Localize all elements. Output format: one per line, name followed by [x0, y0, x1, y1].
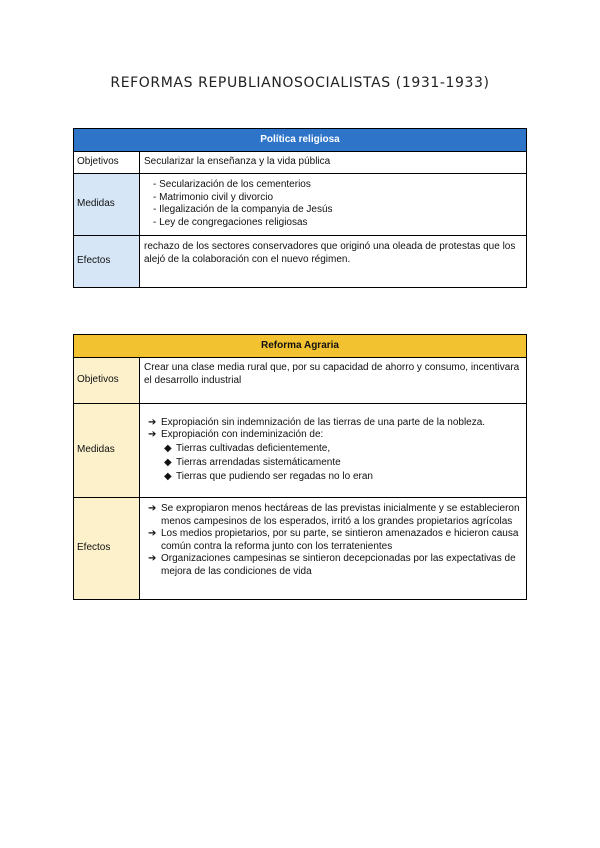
diamond-bullet-icon: ◆	[164, 470, 172, 482]
list-item	[144, 553, 522, 578]
list-item	[144, 429, 522, 442]
list-item-text: Expropiación con indeminización de:	[161, 429, 324, 440]
table-row	[74, 236, 527, 288]
right-arrow-icon: ➔	[148, 553, 157, 564]
objetivos-text: Crear una clase media rural que, por su capacidad de ahorro y consumo, incentivara el desarrollo industrial	[140, 358, 527, 404]
diamond-bullet-icon: ◆	[164, 442, 172, 454]
right-arrow-icon: ➔	[148, 429, 157, 440]
objetivos-text: Secularizar la enseñanza y la vida pública	[140, 152, 527, 174]
medidas-list	[144, 417, 522, 442]
table-header-row	[74, 335, 527, 358]
list-item-text: Se expropiaron menos hectáreas de las previstas inicialmente y se establecieron menos campesinos de los esperados, irritó a los grandes propietarios agrícolas	[161, 503, 520, 527]
reforma-agraria-table	[73, 334, 527, 600]
right-arrow-icon: ➔	[148, 416, 157, 428]
list-item: - Ley de congregaciones religiosas	[153, 217, 522, 230]
right-arrow-icon: ➔	[148, 503, 157, 514]
list-item-text: Los medios propietarios, por su parte, se sintieron amenazados e hicieron causa común contra la reforma junto con los terratenientes	[161, 528, 519, 552]
row-label-medidas: Medidas	[74, 404, 140, 498]
row-label-objetivos: Objetivos	[74, 152, 140, 174]
submedidas-list	[144, 442, 522, 484]
efectos-text: rechazo de los sectores conservadores que originó una oleada de protestas que los alejó de la colaboración con el nuevo régimen.	[140, 236, 527, 288]
diamond-bullet-icon: ◆	[164, 456, 172, 468]
list-item: - Secularización de los cementerios	[153, 179, 522, 192]
table-row	[74, 404, 527, 498]
table-row	[74, 498, 527, 600]
list-item: - Ilegalización de la companyia de Jesús	[153, 204, 522, 217]
list-item	[144, 503, 522, 528]
medidas-list	[144, 179, 522, 229]
list-item-text: Expropiación sin indemnización de las tierras de una parte de la nobleza.	[161, 416, 486, 428]
right-arrow-icon: ➔	[148, 528, 157, 539]
table-row	[74, 174, 527, 236]
row-label-efectos: Efectos	[74, 236, 140, 288]
list-item	[164, 442, 522, 456]
row-label-medidas: Medidas	[74, 174, 140, 236]
medidas-cell	[140, 174, 527, 236]
page-title: REFORMAS REPUBLIANOSOCIALISTAS (1931-1933)	[110, 75, 490, 91]
efectos-cell	[140, 498, 527, 600]
list-item	[164, 456, 522, 470]
list-item-text: Organizaciones campesinas se sintieron decepcionadas por las expectativas de mejora de las condiciones de vida	[161, 553, 516, 577]
row-label-objetivos: Objetivos	[74, 358, 140, 404]
efectos-list	[144, 503, 522, 578]
medidas-cell	[140, 404, 527, 498]
table-header: Reforma Agraria	[74, 335, 527, 358]
table-row	[74, 152, 527, 174]
table-header: Política religiosa	[74, 129, 527, 152]
list-item	[164, 470, 522, 484]
list-item: - Matrimonio civil y divorcio	[153, 192, 522, 205]
table-header-row	[74, 129, 527, 152]
list-item-text: Tierras que pudiendo ser regadas no lo eran	[176, 470, 373, 482]
table-row	[74, 358, 527, 404]
list-item-text: Tierras arrendadas sistemáticamente	[176, 456, 341, 468]
list-item-text: Tierras cultivadas deficientemente,	[176, 442, 331, 454]
list-item	[144, 528, 522, 553]
politica-religiosa-table	[73, 128, 527, 288]
list-item	[144, 417, 522, 430]
row-label-efectos: Efectos	[74, 498, 140, 600]
